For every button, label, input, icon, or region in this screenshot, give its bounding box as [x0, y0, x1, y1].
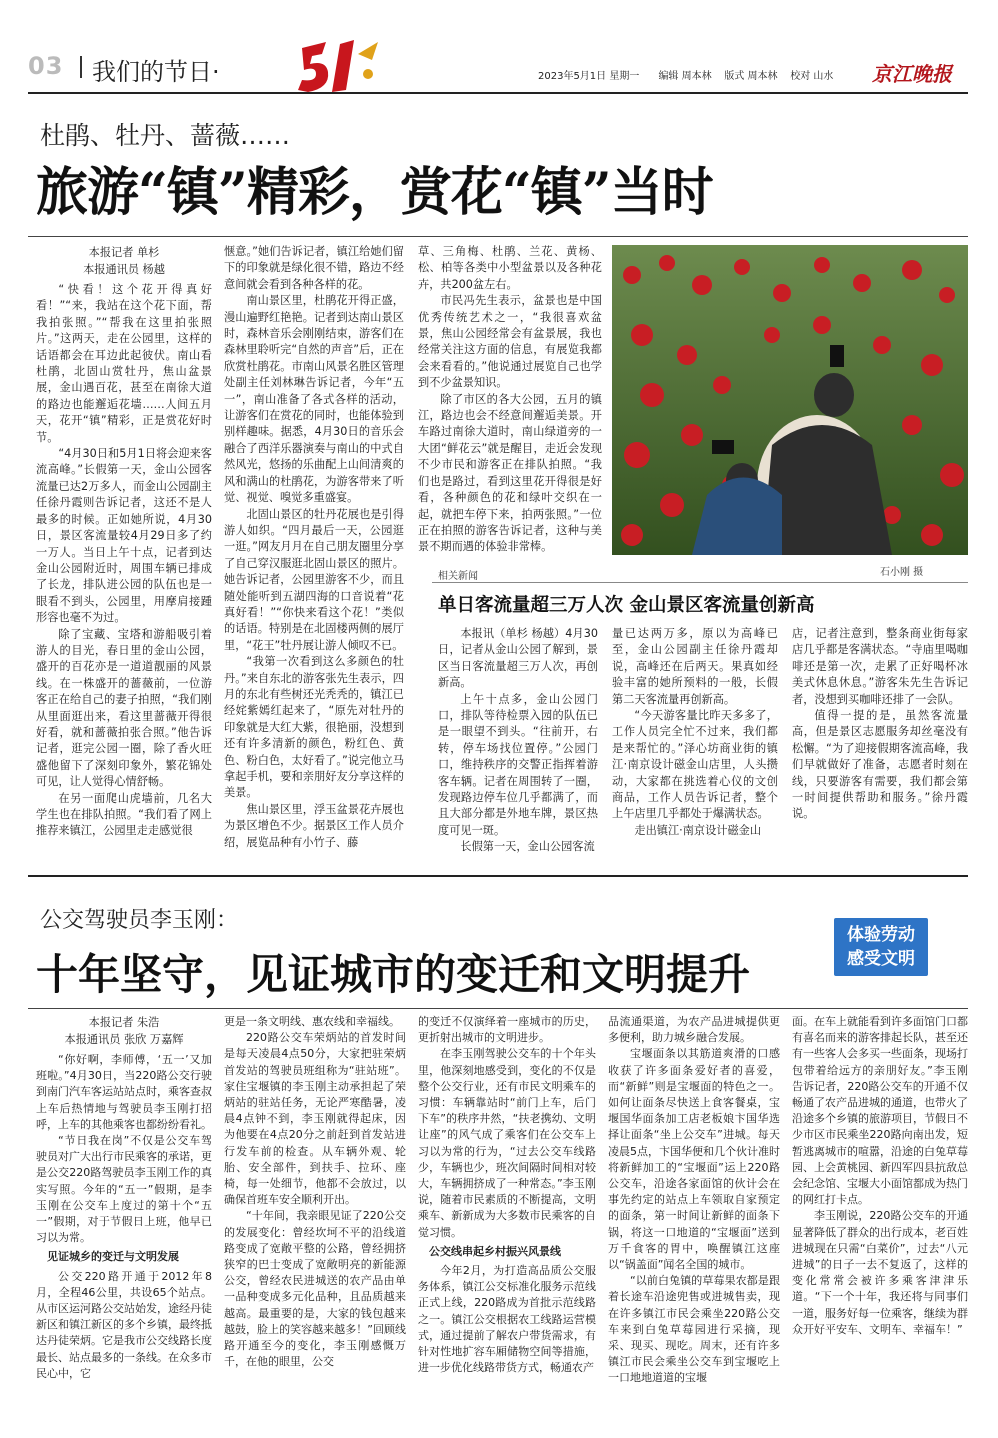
article1-kicker: 杜鹃、牡丹、蔷薇……	[40, 121, 291, 150]
paragraph: 走出镇江·南京设计磁金山	[634, 823, 762, 837]
article1-column-2	[224, 244, 404, 870]
paragraph: 上午十点多，金山公园门口，排队等待检票入园的队伍已是一眼望不到头。“往前开，右转，停车场找位置停。”公园门口，维持秩序的交警正指挥着游客车辆。记者在周围转了一圈，发现路边停车位几乎都满了，而且大部分都是外地车牌，景区热度可见一斑。	[438, 692, 598, 837]
paragraph: 草、三角梅、杜鹃、兰花、黄杨、松、柏等各类中小型盆景以及各种花卉，共200盆左右。	[418, 245, 602, 291]
paragraph: 面。在车上就能看到许多面馆门口都有喜名而来的游客排起长队，甚至还有一些客人会多买一些面条，现场打包带着给远方的亲朋好友。”李玉刚告诉记者，220路公交车的开通不仅畅通了农产品进城的通道，也带火了沿途多个乡镇的旅游项目，节假日不少市区市民乘坐220路向南出发，短暂逃离城市的喧嚣，沿途的白兔草莓园、上会黄桃园、新四军四县抗敌总会纪念馆、宝堰大小面馆都成为热门的网红打卡点。	[792, 1015, 968, 1207]
photo-credit: 石小刚 摄	[880, 567, 924, 578]
header-rule	[28, 92, 968, 94]
article2-column-2	[224, 1014, 406, 1426]
layout-editor: 版式 周本林	[724, 71, 778, 82]
issue-date: 2023年5月1日 星期一	[538, 71, 640, 82]
article1-byline	[36, 244, 212, 278]
paragraph: 长假第一天，金山公园客流	[460, 840, 595, 854]
paragraph: 220路公交车荣炳站的首发时间是每天凌晨4点50分，大家把驻荣炳首发站的驾驶员班组称为“驻站班”。家住宝堰镇的李玉刚主动承担起了荣炳站的驻站任务，无论严寒酷暑，凌晨4点钟不到，李玉刚就得起床，因为他要在4点20分之前赶到首发站进行发车前的检查。从车辆外观、轮胎、安全部件，到扶手、拉环、座椅，每一处细节，他都不会放过，以确保首班车安全顺利开出。	[224, 1031, 406, 1207]
paragraph: 南山景区里，杜鹃花开得正盛，漫山遍野红艳艳。记者到达南山景区时，森林音乐会刚刚结束，游客们在森林里聆听完“自然的声音”后，正在欣赏杜鹃花。市南山风景名胜区管理处副主任刘林琳告诉记者，今年“五一”，南山准备了各式各样的活动，让游客们在赏花的同时，也能体验到别样趣味。据悉，4月30日的音乐会融合了西洋乐器演奏与南山的中式自然风光，悠扬的乐曲配上山间清爽的风和满山的杜鹃花，为游客带来了听觉、视觉、嗅觉多重盛宴。	[224, 294, 404, 505]
article2-column-4	[608, 1014, 780, 1426]
paragraph: “今天游客量比昨天多多了，工作人员完全忙不过来，我们都是来帮忙的。”泽心坊商业街的镇江·南京设计磁金山店里，人头攒动，大家都在挑选着心仪的文创商品，工作人员告诉记者，整个上午店里几乎都处于爆满状态。	[612, 709, 778, 821]
related-headline: 单日客流量超三万人次 金山景区客流量创新高	[438, 595, 815, 616]
paragraph: 在李玉刚驾驶公交车的十个年头里，他深刻地感受到，变化的不仅是整个公交行业，还有市民文明乘车的习惯：车辆靠站时“前门上车，后门下车”的秩序井然，“扶老携幼、文明让座”的风气成了乘客们在公交车上习以为常的行为，“过去公交车线路少，车辆也少，班次间隔时间相对较大，车辆拥挤成了一种常态。”李玉刚说，随着市民素质的不断提高，文明乘车、新新成为大多数市民乘客的自觉习惯。	[418, 1047, 596, 1239]
paragraph: 在另一面爬山虎墙前，几名大学生也在排队拍照。“我们看了网上推荐来镇江，公园里走走感觉很	[36, 791, 212, 838]
badge-line-1: 体验劳动	[847, 925, 915, 945]
paragraph: 量已达两万多，原以为高峰已至，金山公园副主任徐丹霞却说，高峰还在后两天。果真如经验丰富的她所预料的一般，长假第二天客流量再创新高。	[612, 627, 778, 706]
article2-rule	[28, 1008, 968, 1009]
article2-headline: 十年坚守，见证城市的变迁和文明提升	[36, 950, 751, 999]
paragraph: “4月30日和5月1日将会迎来客流高峰。”长假第一天，金山公园客流量已达2万多人，而金山公园副主任徐丹霞则告诉记者，这还不是人最多的时候。正如她所说，4月30日，景区客流量较4月29日多了约一万人。当日上午十点，记者到达金山公园附近时，周围车辆已排成了长龙，排队进公园的队伍也是一眼看不到头，公园里，用摩肩接踵形容也毫不为过。	[36, 447, 212, 625]
article2-byline	[36, 1014, 212, 1048]
page-number: 03	[28, 52, 64, 80]
byline-reporter: 本报记者 单杉	[88, 246, 160, 259]
related-news-tag: 相关新闻	[438, 571, 478, 582]
paragraph: 今年2月，为打造高品质公交服务体系，镇江公交标准化服务示范线正式上线，220路成为首批示范线路之一。镇江公交根据农工线路运营模式，通过提前了解农户带货需求，有针对性地扩容车厢储物空间等措施，进一步优化线路带货方式，畅通农产	[418, 1264, 596, 1375]
proofreader: 校对 山水	[790, 71, 834, 82]
article1-headline: 旅游“镇”精彩，赏花“镇”当时	[36, 162, 713, 223]
inline-subhead: 见证城乡的变迁与文明发展	[47, 1250, 179, 1264]
paragraph: “你好啊，李师傅，‘五一’又加班啦。”4月30日，当220路公交行驶到南门汽车客运站站点时，乘客查叔上车后热情地与驾驶员李玉刚打招呼，上车的其他乘客也都纷纷看礼。	[36, 1053, 212, 1131]
paragraph: “十年间，我亲眼见证了220公交的发展变化：曾经坎坷不平的沿线道路变成了宽敞平整的公路，曾经拥挤狭窄的巴士变成了宽敞明亮的新能源公交，曾经农民进城送的农产品由单一品种变成多元化品种，且品质越来越高。最重要的是，大家的钱包越来越鼓，脸上的笑容越来越多！”回顾线路开通至今的变化，李玉刚感慨万千，在他的眼里，公交	[224, 1209, 406, 1369]
paragraph: 的变迁不仅演绎着一座城市的历史，更折射出城市的文明进步。	[418, 1015, 596, 1045]
paragraph: 值得一提的是，虽然客流量高，但是景区志愿服务却丝毫没有松懈。“为了迎接假期客流高峰，我们早就做好了准备，志愿者时刻在线，只要游客有需要，我们都会第一时间提供帮助和服务。”徐丹霞说。	[792, 709, 968, 821]
article2-column-3	[418, 1014, 596, 1426]
rose-photo-illustration	[612, 245, 968, 555]
article-separator	[28, 875, 968, 877]
paragraph: 惬意。”她们告诉记者，镇江给她们留下的印象就是绿化很不错，路边不经意间就会看到各种各样的花。	[224, 245, 404, 291]
paragraph: “节日我在岗”不仅是公交车驾驶员对广大出行市民乘客的承诺，更是公交220路驾驶员李玉刚工作的真实写照。今年的“五一”假期，是李玉刚在公交车上度过的第十个“五一”假期，对于节假日上班，他早已习以为常。	[36, 1134, 212, 1245]
paragraph: 除了宝藏、宝塔和游船吸引着游人的目光，春日里的金山公园，盛开的百花亦是一道道靓丽的风景线。在一株盛开的蔷薇前，一位游客正在给自己的妻子拍照，“我们刚从里面逛出来，看这里蔷薇开得很好看，就和蔷薇拍张合照。”他告诉记者，逛完公园一圈，除了香火旺盛他留下了深刻印象外，繁花锦处可见，让人觉得心情舒畅。	[36, 627, 212, 789]
byline-correspondent: 本报通讯员 张欣 万嘉辉	[64, 1033, 184, 1046]
related-column-3	[792, 626, 968, 870]
article2-kicker: 公交驾驶员李玉刚：	[40, 908, 239, 933]
rose-garden-photo	[612, 245, 968, 555]
inline-subhead: 公交线串起乡村振兴风景线	[429, 1244, 561, 1258]
newspaper-logo: 京江晚报	[872, 62, 952, 86]
paragraph: 公交220路开通于2012年8月，全程46公里，共设65个站点。从市区运河路公交站始发，途经丹徒新区和镇江新区的多个乡镇，最终抵达丹徒荣炳。它是我市公交线路长度最长、站点最多的一条线。在众多市民心中，它	[36, 1269, 212, 1380]
paragraph: 除了市区的各大公园，五月的镇江，路边也会不经意间邂逅美景。开车路过南徐大道时，南山绿道旁的一大团“鲜花云”就是醒目，走近会发现不少市民和游客正在排队拍照。“我们也是路过，看到这里花开得很是好看，各种颜色的花和绿叶交织在一起，就把车停下来，拍两张照。”一位正在拍照的游客告诉记者，这种与美景不期而遇的体验非常棒。	[418, 392, 602, 554]
date-bar	[538, 67, 833, 82]
article1-column-3	[418, 244, 602, 562]
paragraph: 市民冯先生表示，盆景也是中国优秀传统艺术之一，“我很喜欢盆景，焦山公园经常会有盆景展，我也经常关注这方面的信息，有展览我都会来看看的。”他说通过展览自己也学到不少盆景知识。	[418, 294, 602, 390]
byline-correspondent: 本报通讯员 杨越	[83, 263, 165, 276]
related-column-1	[438, 626, 598, 870]
article2-column-5	[792, 1014, 968, 1426]
paragraph: 北固山景区的牡丹花展也是引得游人如织。“四月最后一天，公园逛一逛。”网友月月在自己朋友圈里分享了自己穿汉服逛北固山景区的照片。她告诉记者，公园里游客不少，而且随处能听到五湖四海的口音说着“花真好看！”“你快来看这个花！”类似的话语。特别是在北固楼两侧的展厅里，“花王”牡丹展让游人倾叹不已。	[224, 507, 404, 652]
byline-reporter: 本报记者 朱浩	[88, 1016, 160, 1029]
badge-line-2: 感受文明	[847, 949, 915, 969]
article1-column-1	[36, 244, 212, 870]
paragraph: 品流通渠道，为农产品进城提供更多便利，助力城乡融合发展。	[608, 1015, 780, 1045]
paragraph: 宝堰面条以其筋道爽滑的口感收获了许多面条爱好者的喜爱，而“新鲜”则是宝堰面的特色之一。如何让面条尽快送上食客餐桌，宝堰国华面条加工店老板娘卞国华选择让面条“坐上公交车”进城。每天凌晨5点，卞国华便和几个伙计准时将新鲜加工的“宝堰面”运上220路公交车，沿途各家面馆的伙计会在事先约定的站点上车领取自家预定的面条，第一时间让新鲜的面条下锅，将这一口地道的“宝堰面”送到万千食客的胃中，唤醒镇江这座以“锅盖面”闻名全国的城市。	[608, 1047, 780, 1272]
article2-column-1	[36, 1014, 212, 1426]
paragraph: 店，记者注意到，整条商业街每家店几乎都是客满状态。“寺庙里喝咖啡还是第一次，走累了正好喝杯冰美式休息休息。”游客朱先生告诉记者，没想到买咖啡还排了一会队。	[792, 627, 968, 706]
related-column-2	[612, 626, 778, 870]
paragraph: 本报讯（单杉 杨越）4月30日，记者从金山公园了解到，景区当日客流量超三万人次，再创新高。	[438, 627, 598, 690]
may-day-51-logo	[292, 34, 382, 98]
column-badge	[834, 918, 928, 976]
related-rule	[432, 582, 968, 583]
section-title: 我们的节日·	[92, 52, 220, 87]
paragraph: “快看！这个花开得真好看！”“来，我站在这个花下面，帮我拍张照。”“帮我在这里拍张照片。”这两天，走在公园里，这样的话语都会在耳边此起彼伏。南山看杜鹃，北固山赏牡丹，焦山盆景展，金山遇百花，甚至在南徐大道的路边也能邂逅花墙……人间五月天，花开“镇”精彩，正是赏花好时节。	[36, 283, 212, 444]
paragraph: 更是一条文明线、惠农线和幸福线。	[224, 1015, 400, 1028]
paragraph: “我第一次看到这么多颜色的牡丹。”来自东北的游客张先生表示，四月的东北有些树还光秃秃的，镇江已经姹紫嫣红起来了，“原先对牡丹的印象就是大红大紫，很艳丽，没想到还有许多清新的颜色，粉红色、黄色、粉白色，太好看了。”说完他立马拿起手机，要和亲朋好友分享这样的美景。	[224, 655, 404, 800]
paragraph: “以前白兔镇的草莓果农都是跟着长途车沿途兜售或进城售卖，现在许多镇江市民会乘坐220路公交车来到白兔草莓园进行采摘，现采、现买、现吃。周末，还有许多镇江市民会乘坐公交车到宝堰吃上一口地地道道的宝堰	[608, 1274, 780, 1385]
editor: 编辑 周本林	[658, 71, 712, 82]
paragraph: 李玉刚说，220路公交车的开通显著降低了群众的出行成本，老百姓进城现在只需“白菜价”，过去“八元进城”的日子一去不复返了，这样的变化常常会被许多乘客津津乐道。“下一个十年，我还将与同事们一道，服务好每一位乘客，继续为群众开好平安车、文明车、幸福车！”	[792, 1209, 968, 1336]
paragraph: 焦山景区里，浮玉盆景花卉展也为景区增色不少。据景区工作人员介绍，展览品种有小竹子、藤	[224, 802, 404, 849]
article1-rule	[28, 236, 968, 237]
